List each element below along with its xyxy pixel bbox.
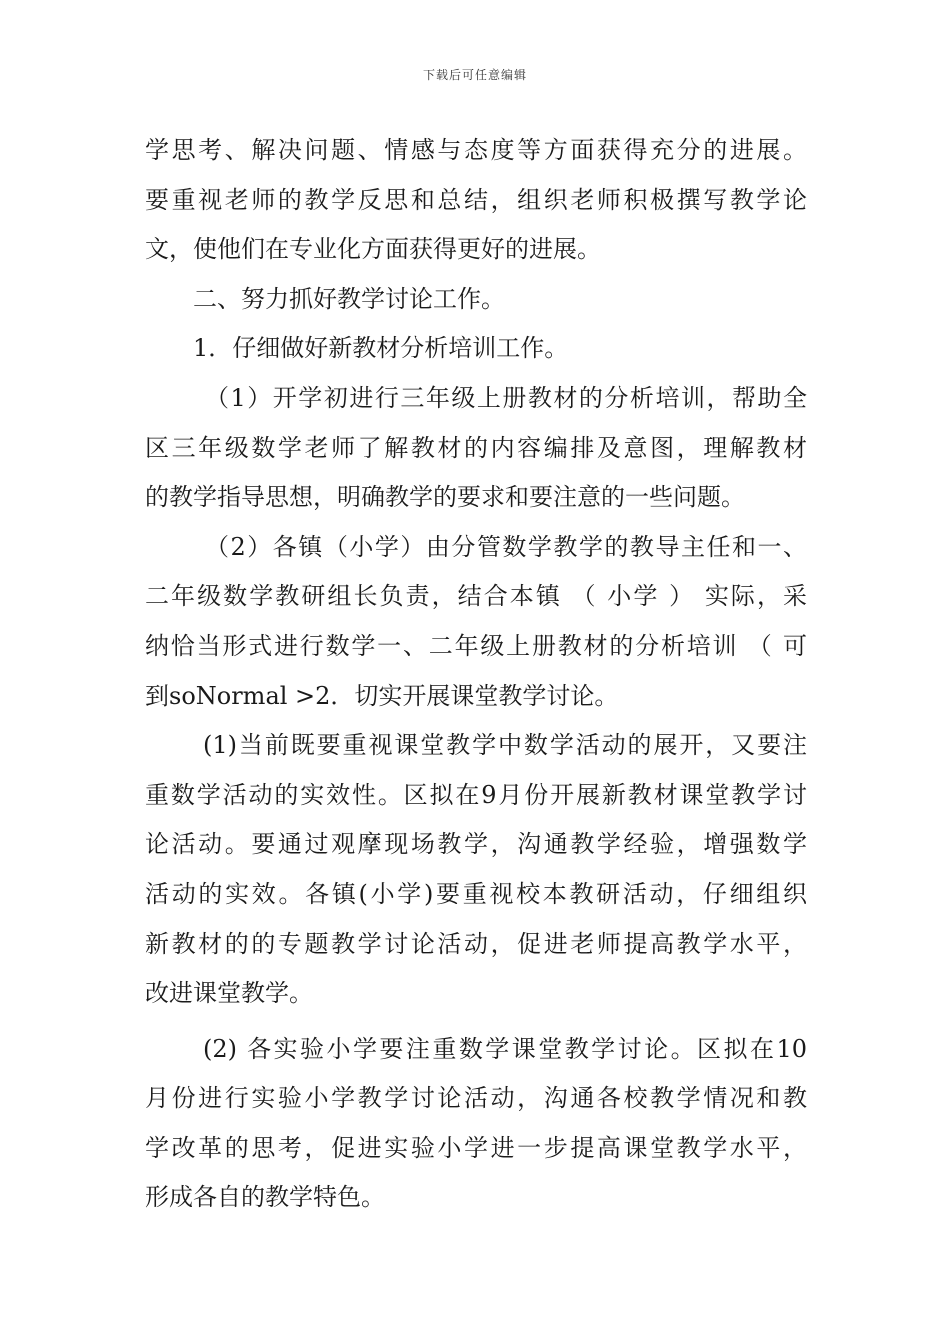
section-heading: 二、努力抓好教学讨论工作。 xyxy=(193,284,505,313)
paragraph-line: 二年级数学教研组长负责，结合本镇 （ 小学 ） 实际，采 xyxy=(145,582,807,611)
paragraph-line: 新教材的的专题教学讨论活动，促进老师提高教学水平， xyxy=(145,929,807,958)
paragraph-line: 重数学活动的实效性。区拟在9月份开展新教材课堂教学讨 xyxy=(145,780,807,809)
paragraph-line: 文，使他们在专业化方面获得更好的进展。 xyxy=(145,235,601,264)
paragraph-line: 学改革的思考，促进实验小学进一步提高课堂教学水平， xyxy=(145,1133,807,1162)
document-body xyxy=(145,126,807,1223)
paragraph-line: 要重视老师的教学反思和总结，组织老师积极撰写教学论 xyxy=(145,185,807,214)
paragraph-line: (2) 各实验小学要注重数学课堂教学讨论。区拟在10 xyxy=(203,1034,807,1063)
paragraph-line: 活动的实效。各镇(小学)要重视校本教研活动，仔细组织 xyxy=(145,879,807,908)
paragraph-line: （2）各镇（小学）由分管数学教学的教导主任和一、 xyxy=(205,532,807,561)
paragraph-line: 改进课堂教学。 xyxy=(145,979,313,1008)
paragraph-line: 论活动。要通过观摩现场教学，沟通教学经验，增强数学 xyxy=(145,830,807,859)
paragraph-line: 到soNormal >2．切实开展课堂教学讨论。 xyxy=(145,681,619,710)
paragraph-line: 的教学指导思想，明确教学的要求和要注意的一些问题。 xyxy=(145,483,745,512)
paragraph-line: 月份进行实验小学教学讨论活动，沟通各校教学情况和教 xyxy=(145,1084,807,1113)
paragraph-line: (1)当前既要重视课堂教学中数学活动的展开，又要注 xyxy=(203,731,807,760)
paragraph-line: 纳恰当形式进行数学一、二年级上册教材的分析培训 （ 可 xyxy=(145,631,807,660)
paragraph-line: 学思考、解决问题、情感与态度等方面获得充分的进展。 xyxy=(145,136,807,164)
subsection-heading: 1．仔细做好新教材分析培训工作。 xyxy=(193,334,569,363)
page-header: 下载后可任意编辑 xyxy=(422,68,527,82)
paragraph-line: （1）开学初进行三年级上册教材的分析培训，帮助全 xyxy=(205,383,807,412)
paragraph-line: 形成各自的教学特色。 xyxy=(145,1183,385,1212)
paragraph-line: 区三年级数学老师了解教材的内容编排及意图，理解教材 xyxy=(145,433,807,462)
